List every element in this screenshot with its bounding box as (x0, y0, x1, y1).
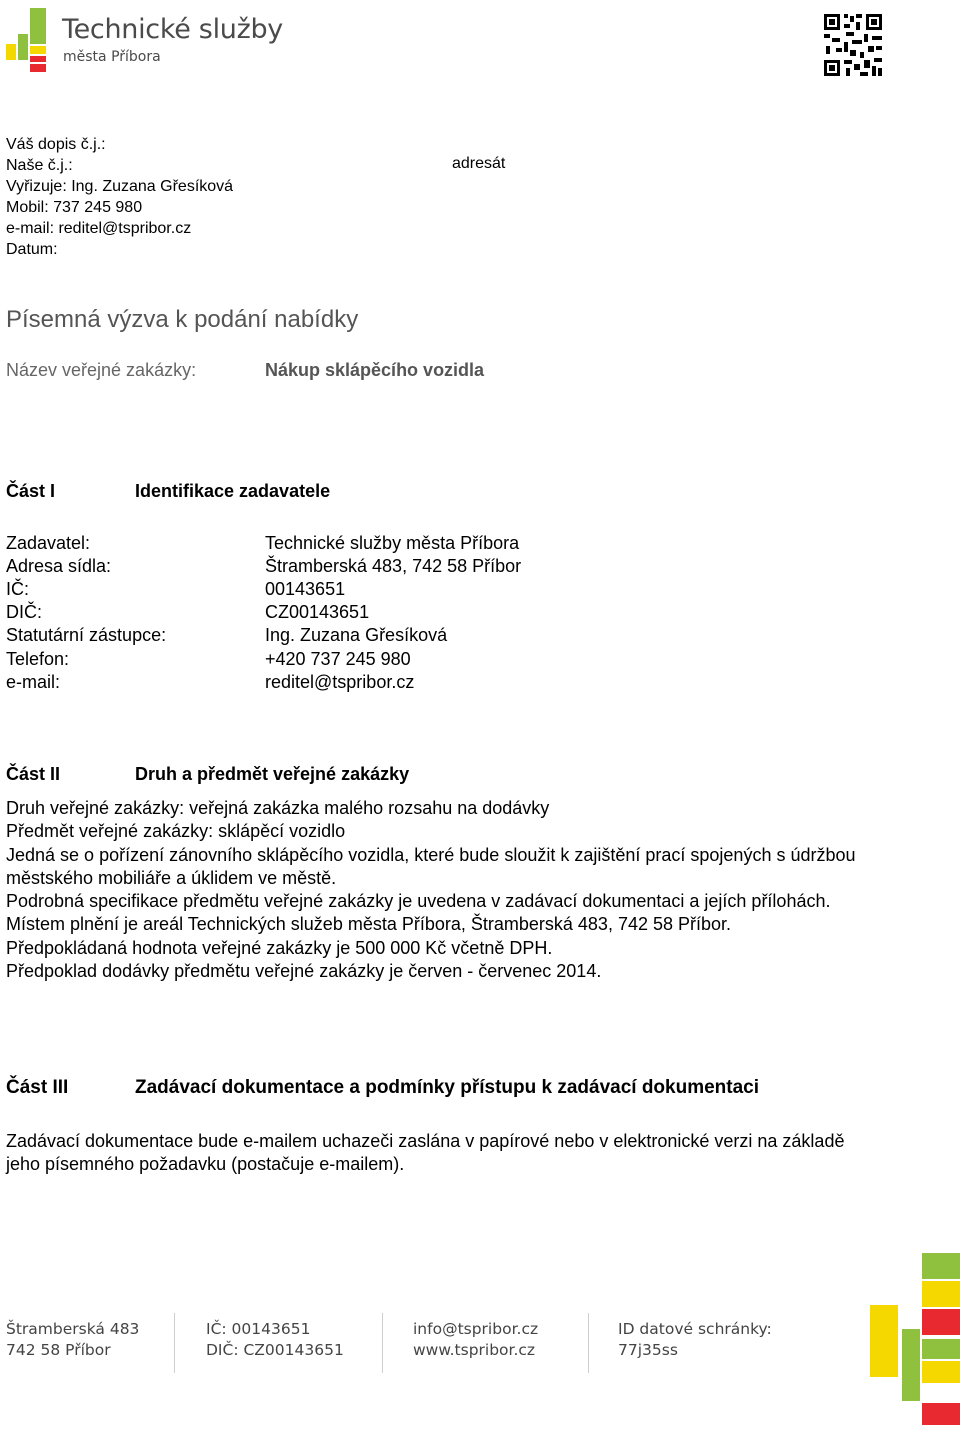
contracting-authority-value: Technické služby města Příbora (265, 533, 520, 553)
ic-value: 00143651 (265, 579, 346, 599)
footer-divider (382, 1313, 383, 1373)
header-line-date: Datum: (6, 241, 58, 258)
address-value: Štramberská 483, 742 58 Příbor (265, 556, 522, 576)
part2-paragraph: Druh veřejné zakázky: veřejná zakázka malého rozsahu na dodávky (6, 798, 550, 818)
email-value: reditel@tspribor.cz (265, 672, 415, 692)
phone-label: Telefon: (6, 649, 70, 669)
footer-contacts (413, 1319, 538, 1361)
part3-paragraph: Zadávací dokumentace bude e-mailem uchazeči zaslána v papírové nebo v elektronické verzi na základě jeho písemného požadavku (postačuje e-mailem). (6, 1131, 845, 1175)
header-line-your-ref: Váš dopis č.j.: (6, 136, 106, 153)
address-label: Adresa sídla: (6, 556, 112, 576)
header-line-mobile: Mobil: 737 245 980 (6, 199, 143, 216)
footer-web: www.tspribor.cz (413, 1341, 536, 1359)
part2-paragraph: Podrobná specifikace předmětu veřejné zakázky je uvedena v zadávací dokumentaci a jejích přílohách. (6, 891, 831, 912)
representative-value: Ing. Zuzana Gřesíková (265, 625, 448, 645)
part3-label: Část III (6, 1077, 69, 1098)
qr-code-icon (816, 2, 890, 86)
footer-address (6, 1319, 139, 1361)
logo-icon (6, 8, 48, 72)
footer-city: 742 58 Příbor (6, 1341, 111, 1359)
part2-body (6, 797, 878, 983)
footer-street: Štramberská 483 (6, 1320, 140, 1338)
footer-databox-id: 77j35ss (618, 1341, 678, 1359)
header-line-email: e-mail: reditel@tspribor.cz (6, 220, 192, 237)
footer-logo-marks-icon (870, 1253, 960, 1429)
footer-databox-label: ID datové schránky: (618, 1320, 772, 1338)
representative-label: Statutární zástupce: (6, 625, 167, 645)
dic-label: DIČ: (6, 602, 42, 622)
part2-paragraph: Předmět veřejné zakázky: sklápěcí vozidlo (6, 821, 346, 842)
footer-ic: IČ: 00143651 (206, 1320, 311, 1338)
part2-title: Druh a předmět veřejné zakázky (135, 764, 410, 784)
part2-paragraph: Jedná se o pořízení zánovního sklápěcího vozidla, které bude sloužit k zajištění prací spojených s údržbou městského mobiliáře a úklidem ve městě. (6, 844, 856, 888)
addressee: adresát (452, 155, 506, 172)
logo-title: Technické služby (62, 14, 283, 45)
footer-divider (588, 1313, 589, 1373)
dic-value: CZ00143651 (265, 602, 370, 622)
part3-body (6, 1130, 878, 1177)
contract-name-label: Název veřejné zakázky: (6, 360, 197, 380)
part1-title: Identifikace zadavatele (135, 481, 331, 501)
header-line-our-ref: Naše č.j.: (6, 157, 73, 174)
ic-label: IČ: (6, 579, 30, 599)
contracting-authority-label: Zadavatel: (6, 533, 91, 553)
phone-value: +420 737 245 980 (265, 649, 411, 669)
document-title: Písemná výzva k podání nabídky (6, 306, 359, 333)
part2-paragraph: Předpoklad dodávky předmětu veřejné zakázky je červen - červenec 2014. (6, 961, 602, 982)
header-line-handled-by: Vyřizuje: Ing. Zuzana Gřesíková (6, 178, 234, 195)
footer-ids (206, 1319, 344, 1361)
footer-databox (618, 1319, 772, 1361)
part1-label: Část I (6, 481, 56, 501)
contract-name-value: Nákup sklápěcího vozidla (265, 360, 485, 380)
part2-paragraph: Místem plnění je areál Technických služeb města Příbora, Štramberská 483, 742 58 Příbor. (6, 914, 732, 935)
footer-dic: DIČ: CZ00143651 (206, 1341, 344, 1359)
part3-title: Zadávací dokumentace a podmínky přístupu k zadávací dokumentaci (135, 1077, 760, 1098)
part2-label: Část II (6, 764, 61, 784)
footer-divider (174, 1313, 175, 1373)
logo-subtitle: města Příbora (63, 49, 161, 65)
email-label: e-mail: (6, 672, 61, 692)
footer-email: info@tspribor.cz (413, 1320, 539, 1338)
part2-paragraph: Předpokládaná hodnota veřejné zakázky je 500 000 Kč včetně DPH. (6, 937, 553, 958)
